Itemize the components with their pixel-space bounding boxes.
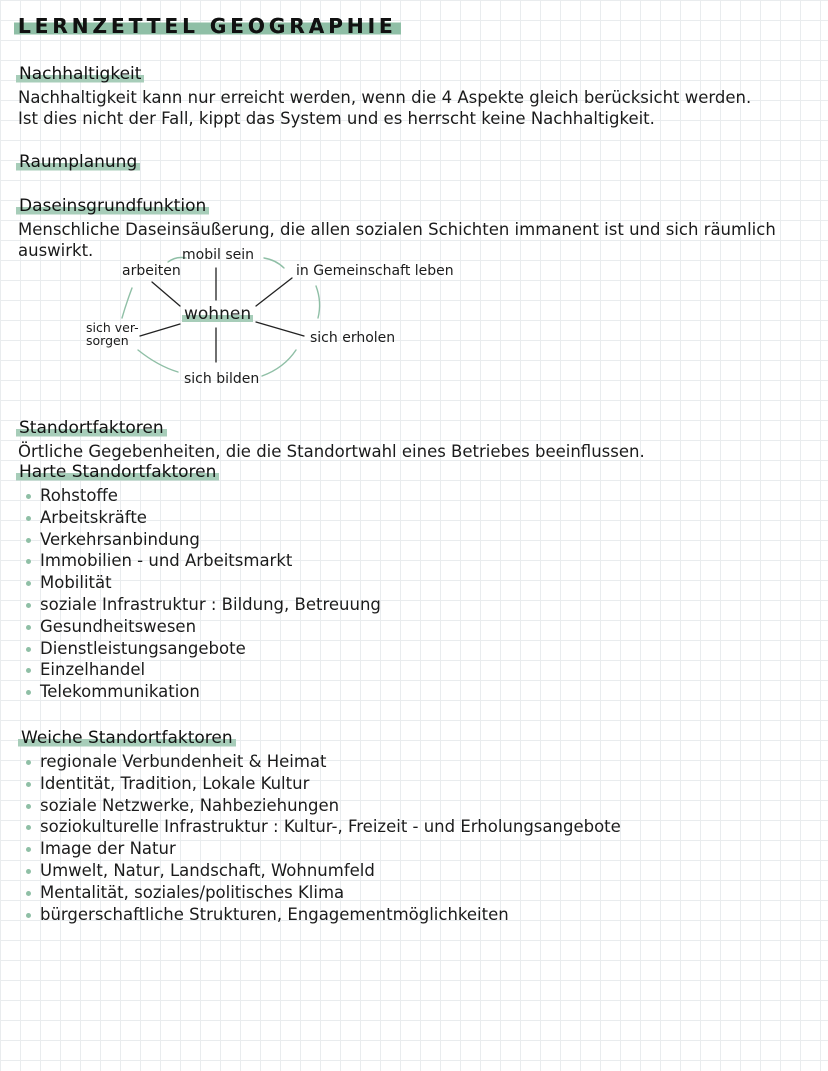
connector-erholen: [256, 322, 304, 336]
node-arbeiten: arbeiten: [122, 263, 181, 279]
list-item: Identität, Tradition, Lokale Kultur: [22, 773, 621, 795]
list-item: soziale Infrastruktur : Bildung, Betreuung: [22, 594, 381, 616]
arc-arbeiten-versorgen: [122, 288, 132, 318]
daseinsgrundfunktion-line-1: Menschliche Daseinsäußerung, die allen sozialen Schichten immanent ist und sich räumlich: [18, 220, 776, 239]
connector-arbeiten: [152, 282, 180, 306]
connector-versorgen: [140, 324, 180, 336]
heading-daseinsgrundfunktion: Daseinsgrundfunktion: [16, 196, 209, 216]
node-gemeinschaft: in Gemeinschaft leben: [296, 263, 454, 279]
list-item: Einzelhandel: [22, 659, 381, 681]
page-title: LERNZETTEL GEOGRAPHIE: [14, 14, 401, 38]
arc-mobil-gemeinschaft: [264, 258, 284, 268]
list-item: Mentalität, soziales/politisches Klima: [22, 882, 621, 904]
heading-nachhaltigkeit: Nachhaltigkeit: [16, 64, 144, 84]
arc-bilden-erholen: [262, 350, 296, 376]
node-versorgen-line-2: sorgen: [86, 333, 129, 348]
list-item: Arbeitskräfte: [22, 507, 381, 529]
heading-weiche-standortfaktoren: Weiche Standortfaktoren: [18, 728, 236, 748]
list-item: soziale Netzwerke, Nahbeziehungen: [22, 795, 621, 817]
list-harte-standortfaktoren: [22, 485, 381, 703]
list-item: Dienstleistungsangebote: [22, 638, 381, 660]
nachhaltigkeit-line-1: Nachhaltigkeit kann nur erreicht werden, wenn die 4 Aspekte gleich berücksicht werden.: [18, 88, 752, 107]
list-item: Telekommunikation: [22, 681, 381, 703]
list-item: Immobilien - und Arbeitsmarkt: [22, 550, 381, 572]
node-versorgen-line-1: sich ver-: [86, 320, 139, 335]
standortfaktoren-definition: Örtliche Gegebenheiten, die die Standortwahl eines Betriebes beeinflussen.: [18, 442, 645, 461]
list-item: Mobilität: [22, 572, 381, 594]
list-item: Gesundheitswesen: [22, 616, 381, 638]
arc-versorgen-bilden: [138, 350, 178, 372]
list-item: Rohstoffe: [22, 485, 381, 507]
nachhaltigkeit-line-2: Ist dies nicht der Fall, kippt das System und es herrscht keine Nachhaltigkeit.: [18, 109, 655, 128]
heading-standortfaktoren: Standortfaktoren: [16, 418, 167, 438]
list-item: soziokulturelle Infrastruktur : Kultur-, Freizeit - und Erholungsangebote: [22, 816, 621, 838]
list-item: bürgerschaftliche Strukturen, Engagementmöglichkeiten: [22, 904, 621, 926]
heading-raumplanung: Raumplanung: [16, 152, 140, 172]
list-item: Umwelt, Natur, Landschaft, Wohnumfeld: [22, 860, 621, 882]
heading-harte-standortfaktoren: Harte Standortfaktoren: [16, 462, 219, 482]
list-weiche-standortfaktoren: [22, 751, 621, 925]
arc-gemeinschaft-erholen: [316, 286, 320, 318]
daseinsgrundfunktion-line-2: auswirkt.: [18, 241, 94, 260]
node-mobil-sein: mobil sein: [182, 247, 254, 263]
connector-gemeinschaft: [256, 278, 292, 306]
list-item: Image der Natur: [22, 838, 621, 860]
node-wohnen: wohnen: [184, 304, 252, 324]
list-item: Verkehrsanbindung: [22, 529, 381, 551]
node-sich-erholen: sich erholen: [310, 330, 396, 346]
node-versorgen: [86, 321, 139, 347]
list-item: regionale Verbundenheit & Heimat: [22, 751, 621, 773]
node-sich-bilden: sich bilden: [184, 371, 260, 387]
